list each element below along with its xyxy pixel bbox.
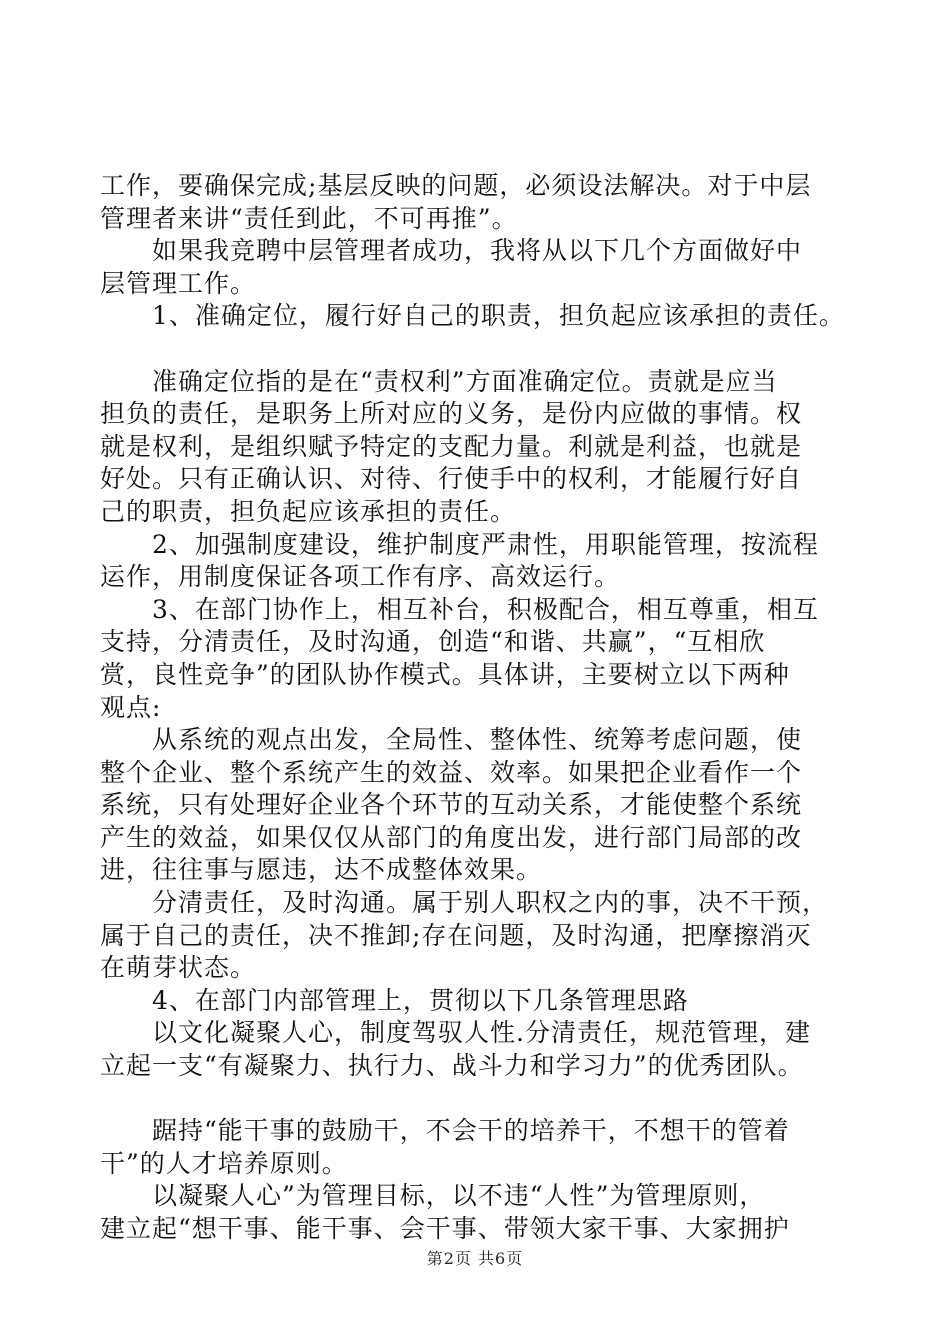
text-line: 担负的责任，是职务上所对应的义务，是份内应做的事情。权 (100, 399, 803, 429)
text-line: 整个企业、整个系统产生的效益、效率。如果把企业看作一个 (100, 757, 803, 787)
text-line: 以凝聚人心”为管理目标，以不违“人性”为管理原则， (100, 1181, 766, 1211)
text-line: 分清责任，及时沟通。属于别人职权之内的事，决不干预， (100, 888, 829, 918)
blank-line (100, 333, 860, 366)
body-text (100, 170, 860, 1246)
text-line: 支持，分清责任，及时沟通，创造“和谐、共赢”，“互相欣 (100, 627, 766, 657)
text-line: 在萌芽状态。 (100, 953, 257, 983)
text-line: 工作，要确保完成;基层反映的问题，必须设法解决。对于中层 (100, 171, 812, 200)
text-line: 干”的人才培养原则。 (100, 1148, 348, 1178)
page-number-footer: 第2页 共6页 (426, 1249, 524, 1268)
text-line: 如果我竞聘中层管理者成功，我将从以下几个方面做好中 (100, 236, 803, 266)
text-line: 观点: (100, 692, 162, 722)
text-line: 3、在部门协作上，相互补台，积极配合，相互尊重，相互 (100, 594, 819, 624)
text-line: 系统，只有处理好企业各个环节的互动关系，才能使整个系统 (100, 790, 803, 820)
text-line: 好处。只有正确认识、对待、行使手中的权利，才能履行好自 (100, 464, 803, 494)
text-line: 立起一支“有凝聚力、执行力、战斗力和学习力”的优秀团队。 (100, 1051, 804, 1081)
text-line: 就是权利，是组织赋予特定的支配力量。利就是利益，也就是 (100, 431, 803, 461)
text-line: 己的职责，担负起应该承担的责任。 (100, 496, 517, 526)
text-line: 建立起“想干事、能干事、会干事、带领大家干事、大家拥护 (100, 1214, 790, 1243)
text-line: 管理者来讲“责任到此，不可再推”。 (100, 203, 518, 233)
text-line: 运作，用制度保证各项工作有序、高效运行。 (100, 562, 621, 592)
text-line: 赏，良性竞争”的团队协作模式。具体讲，主要树立以下两种 (100, 659, 790, 689)
text-line: 层管理工作。 (100, 268, 257, 298)
text-line: 踞持“能干事的鼓励干，不会干的培养干，不想干的管着 (100, 1116, 790, 1146)
text-line: 2、加强制度建设，维护制度严肃性，用职能管理，按流程 (100, 529, 819, 559)
text-line: 以文化凝聚人心，制度驾驭人性.分清责任，规范管理，建 (100, 1018, 811, 1048)
text-line: 产生的效益，如果仅仅从部门的角度出发，进行部门局部的改 (100, 822, 803, 852)
text-line: 从系统的观点出发，全局性、整体性、统筹考虑问题，使 (100, 725, 803, 755)
text-line: 属于自己的责任，决不推卸;存在问题，及时沟通，把摩擦消灭 (100, 920, 812, 950)
text-line: 4、在部门内部管理上，贯彻以下几条管理思路 (100, 985, 689, 1015)
text-line: 进，往往事与愿违，达不成整体效果。 (100, 855, 543, 885)
text-line: 准确定位指的是在“责权利”方面准确定位。责就是应当 (100, 366, 778, 396)
text-line: 1、准确定位，履行好自己的职责，担负起应该承担的责任。 (100, 301, 845, 331)
blank-line (100, 1083, 860, 1116)
